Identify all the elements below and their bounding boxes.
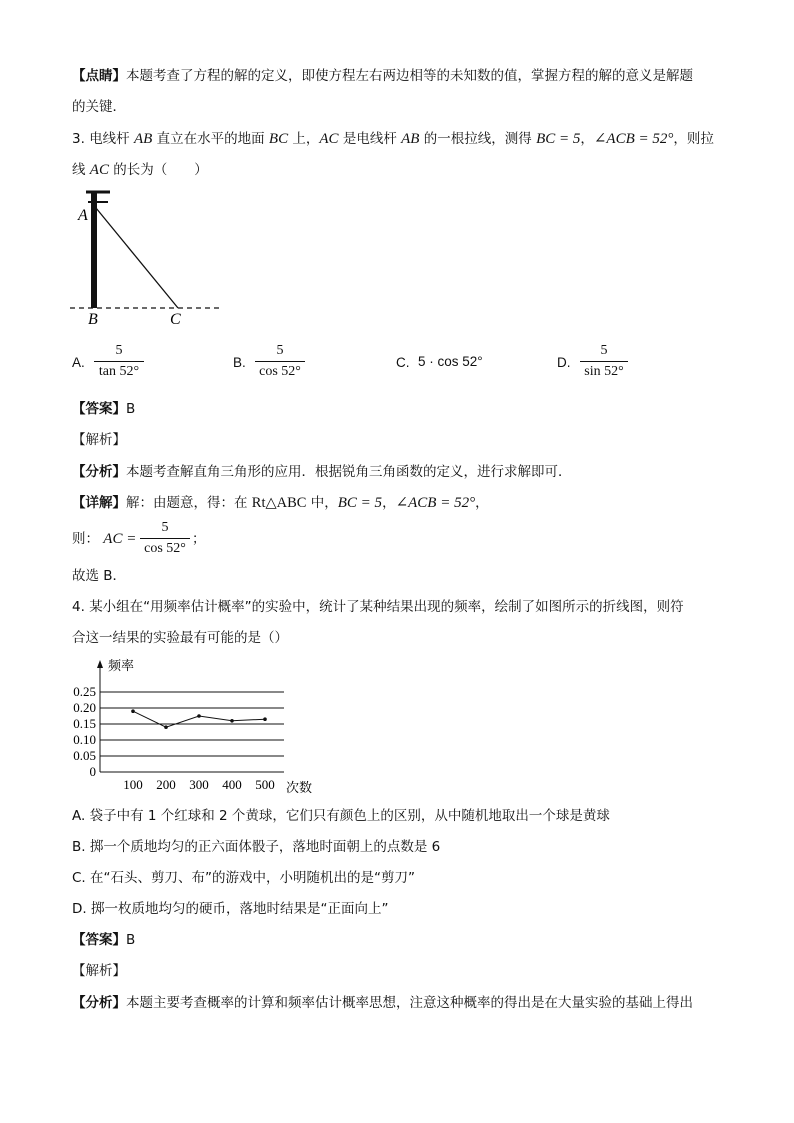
q3-option-b-letter[interactable]: B. [233,355,246,370]
frequency-line [133,711,265,727]
data-point [263,717,267,721]
xiangjie-sep: ， [475,495,489,511]
q3-stem-line1 [72,129,714,149]
xiangjie-angle: ∠ACB = 52° [395,495,476,511]
q4-option-d[interactable]: D. 掷一枚质地均匀的硬币，落地时结果是“正面向上” [72,901,389,917]
y-tick-label: 0.25 [73,684,96,699]
q2-tail-line1 [72,66,693,86]
q3-ac: AC [319,131,339,147]
q3-text: 直立在水平的地面 [156,131,265,147]
fenxi-label: 【分析】 [72,995,126,1011]
q3-option-d-letter[interactable]: D. [557,355,571,370]
frac-den: cos 52° [259,364,301,379]
data-point [164,725,168,729]
q3-fenxi [72,462,572,482]
label-b: B [88,311,98,328]
frac-num: 5 [276,343,284,358]
q3-option-c-letter[interactable]: C. [396,355,410,370]
q3-conclusion: 故选 B． [72,568,127,584]
fenxi-text: 本题考查解直角三角形的应用．根据锐角三角函数的定义，进行求解即可． [126,464,572,480]
answer-label: 【答案】 [72,932,126,948]
frac-num: 5 [600,343,608,358]
q3-stem-line2 [72,160,208,180]
q3-text: 是电线杆 [342,131,397,147]
y-tick-label: 0.20 [73,700,96,715]
frac-den: cos 52° [144,541,186,556]
q3-bc: BC [268,131,289,147]
y-axis-label: 频率 [108,659,135,674]
xiangjie-text: 中， [310,495,338,511]
q2-tail-line2: 的关键． [72,99,126,115]
q3-answer [72,399,135,419]
fenxi-label: 【分析】 [72,464,126,480]
xiangjie-text: 解：由题意，得：在 [126,495,248,511]
y-axis-arrow [97,660,103,668]
y-tick-label: 0.15 [73,716,96,731]
q3-text: 的一根拉线，测得 [423,131,532,147]
q3-text: 线 [72,162,86,178]
frac-bar [580,361,628,362]
frac-num: 5 [115,343,123,358]
xiangjie-bc: BC = 5 [337,495,383,511]
q3-number: 3. [72,131,85,147]
q3-option-a-letter[interactable]: A. [72,355,85,370]
q2-tail-text: 本题考查了方程的解的定义，即使方程左右两边相等的未知数的值，掌握方程的解的意义是解题 [126,68,693,84]
q4-number: 4. [72,599,85,615]
frac-den: sin 52° [584,364,624,379]
then-label: 则： [72,531,99,547]
ac-equals: AC = [103,531,137,547]
q4-option-b[interactable]: B. 掷一个质地均匀的正六面体骰子，落地时面朝上的点数是 6 [72,839,441,855]
data-point [197,714,201,718]
xiangjie-label: 【详解】 [72,495,126,511]
x-axis-label: 次数 [286,781,313,796]
q3-ab: AB [133,131,153,147]
q3-sep: ， [580,131,594,147]
x-tick-label: 100 [123,777,143,792]
q4-stem-line2: 合这一结果的实验最有可能的是（） [72,630,288,646]
pole [91,192,97,308]
q4-answer [72,930,135,950]
q3-option-b-fraction[interactable] [255,342,305,381]
q3-text: 电线杆 [89,131,130,147]
y-tick-label: 0.05 [73,748,96,763]
frac-bar [94,361,144,362]
data-point [131,709,135,713]
label-a: A [78,207,88,224]
q3-semicolon: ； [192,531,206,547]
frac-den: tan 52° [98,364,140,379]
q3-solution-fraction [140,519,190,558]
frac-num: 5 [161,520,169,535]
q3-text: 上， [292,131,320,147]
q3-ac: AC [89,162,109,178]
q4-option-a[interactable]: A. 袋子中有 1 个红球和 2 个黄球，它们只有颜色上的区别，从中随机地取出一个球是黄球 [72,808,610,824]
guy-wire [96,208,178,308]
x-tick-label: 400 [222,777,242,792]
x-tick-label: 300 [189,777,209,792]
x-tick-label: 200 [156,777,176,792]
q3-option-d-fraction[interactable] [580,342,628,381]
rt-triangle: Rt△ABC [251,495,307,511]
answer-label: 【答案】 [72,401,126,417]
x-tick-label: 500 [255,777,275,792]
label-c: C [170,311,181,328]
y-tick-label: 0.10 [73,732,96,747]
answer-value: B [126,932,136,948]
q3-text: ，则拉 [673,131,714,147]
q4-stem-line1 [72,597,684,617]
y-tick-label: 0 [89,764,96,779]
fenxi-text: 本题主要考查概率的计算和频率估计概率思想，注意这种概率的得出是在大量实验的基础上得出 [126,995,693,1011]
q3-pole-figure [66,188,226,330]
frac-bar [255,361,305,362]
q3-xiangjie [72,493,489,513]
q4-option-c[interactable]: C. 在“石头、剪刀、布”的游戏中，小明随机出的是“剪刀” [72,870,415,886]
q4-fenxi [72,993,693,1013]
q3-option-c-expr[interactable]: 5 · cos 52° [418,354,483,369]
q3-cond-angle: ∠ACB = 52° [593,131,674,147]
q4-frequency-chart [62,654,332,800]
q3-ab: AB [401,131,420,147]
answer-value: B [126,401,136,417]
dianjing-label: 【点睛】 [72,68,126,84]
q4-text: 某小组在“用频率估计概率”的实验中，统计了某种结果出现的频率，绘制了如图所示的折线图，则符 [89,599,684,615]
q3-then [72,529,136,549]
q3-analysis-heading: 【解析】 [72,432,126,448]
xiangjie-sep: ， [382,495,396,511]
data-point [230,719,234,723]
q3-cond-bc: BC = 5 [536,131,581,147]
q4-analysis-heading: 【解析】 [72,963,126,979]
q3-text: 的长为（ ） [113,162,208,178]
frac-bar [140,538,190,539]
q3-option-a-fraction[interactable] [94,342,144,381]
